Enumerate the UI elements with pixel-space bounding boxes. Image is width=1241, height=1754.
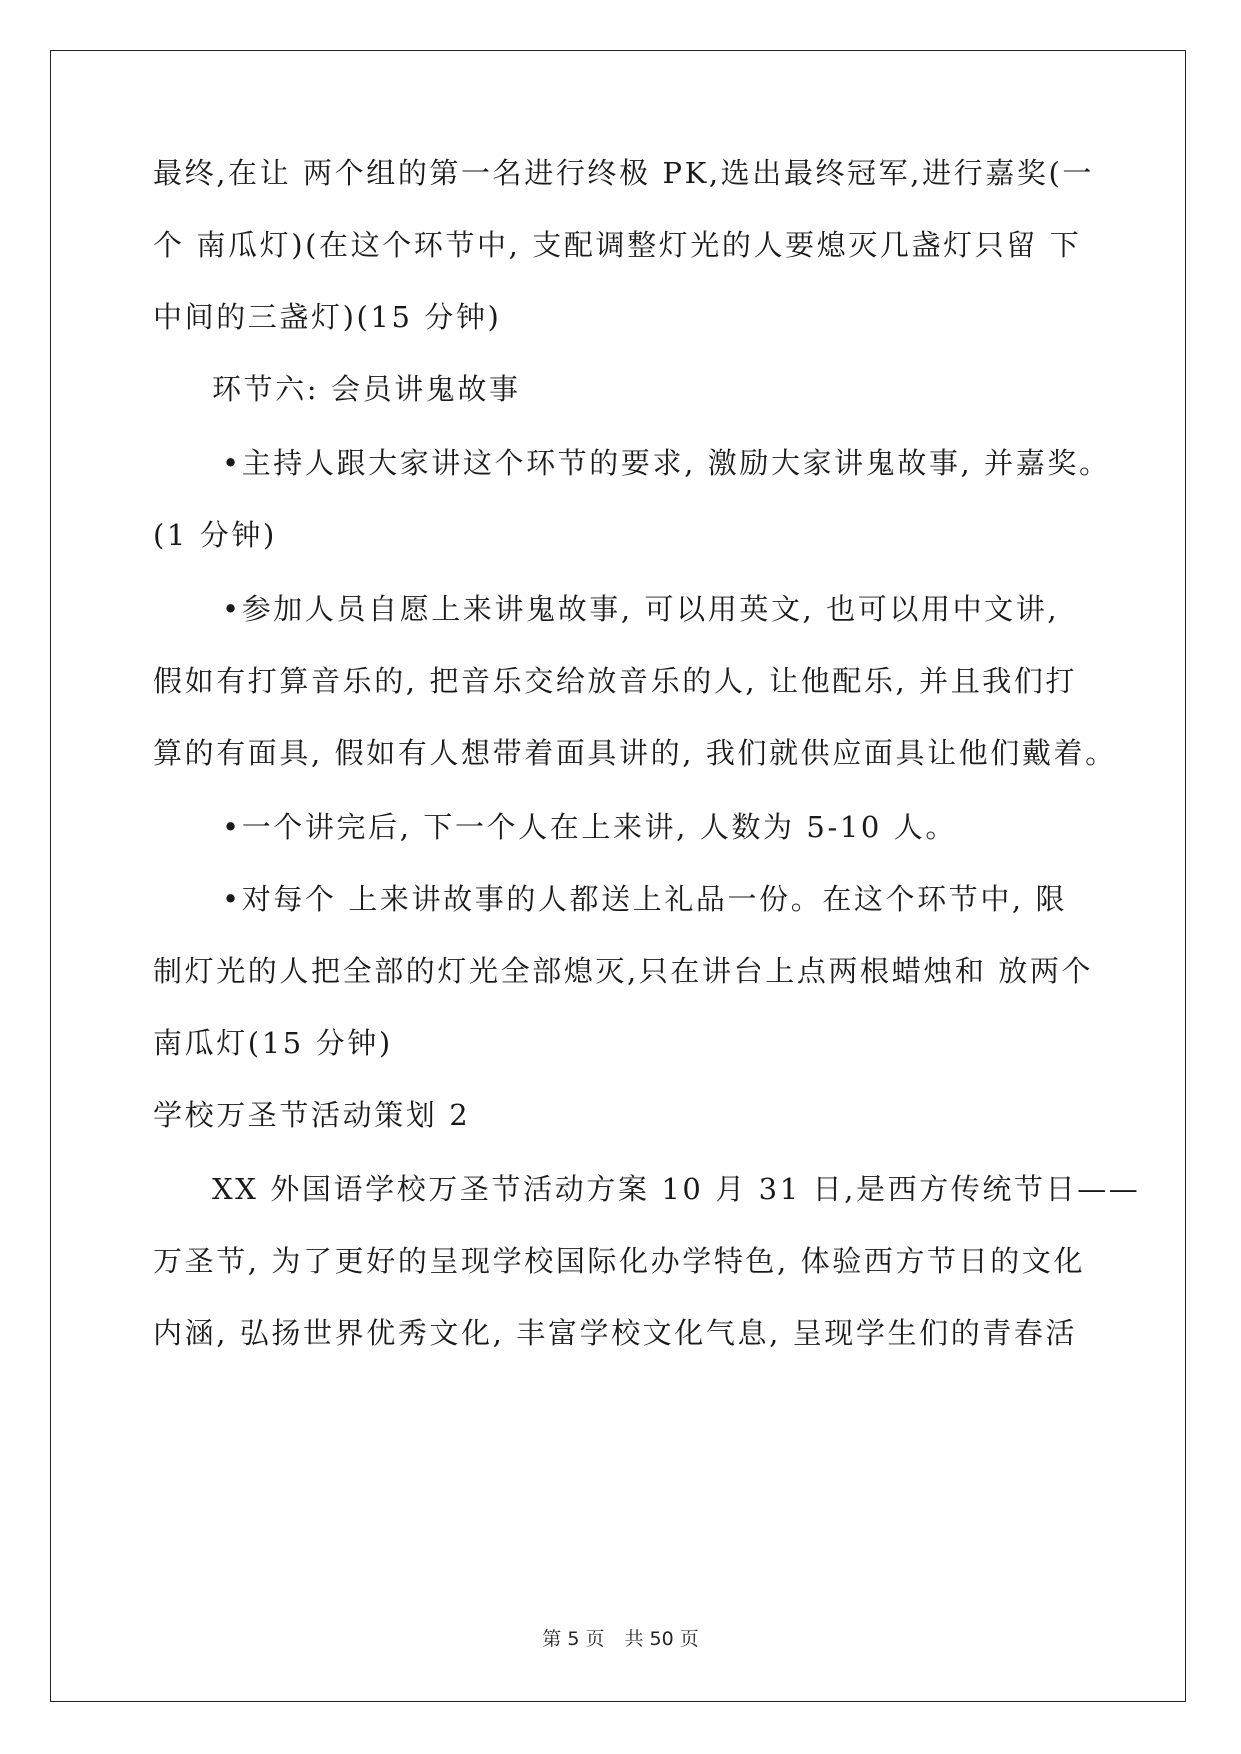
section-heading-six: 环节六: 会员讲鬼故事 — [212, 372, 521, 406]
text-line-12: 制灯光的人把全部的灯光全部熄灭,只在讲台上点两根蜡烛和 放两个 — [153, 954, 1094, 988]
text-line-9: 算的有面具, 假如有人想带着面具讲的, 我们就供应面具让他们戴着。 — [153, 736, 1117, 770]
bullet-line-1: •主持人跟大家讲这个环节的要求, 激励大家讲鬼故事, 并嘉奖。 — [222, 446, 1111, 480]
section-title-2: 学校万圣节活动策划 2 — [153, 1098, 471, 1132]
text-line-1: 最终,在让 两个组的第一名进行终极 PK,选出最终冠军,进行嘉奖(一 — [153, 156, 1094, 190]
bullet-line-2: •参加人员自愿上来讲鬼故事, 可以用英文, 也可以用中文讲, — [222, 592, 1060, 626]
text-line-8: 假如有打算音乐的, 把音乐交给放音乐的人, 让他配乐, 并且我们打 — [153, 664, 1078, 698]
page-footer — [0, 1624, 1241, 1651]
page-total: 共 50 页 — [624, 1628, 699, 1650]
text-line-15: XX 外国语学校万圣节活动方案 10 月 31 日,是西方传统节日—— — [212, 1172, 1141, 1206]
text-line-2: 个 南瓜灯)(在这个环节中, 支配调整灯光的人要熄灭几盏灯只留 下 — [153, 228, 1082, 262]
text-line-13: 南瓜灯(15 分钟) — [153, 1026, 393, 1060]
text-line-17: 内涵, 弘扬世界优秀文化, 丰富学校文化气息, 呈现学生们的青春活 — [153, 1316, 1078, 1350]
text-line-16: 万圣节, 为了更好的呈现学校国际化办学特色, 体验西方节日的文化 — [153, 1244, 1086, 1278]
text-line-3: 中间的三盏灯)(15 分钟) — [153, 300, 502, 334]
text-line-6: (1 分钟) — [153, 518, 277, 552]
bullet-line-3: •一个讲完后, 下一个人在上来讲, 人数为 5-10 人。 — [222, 810, 957, 844]
page-number: 第 5 页 — [542, 1628, 605, 1650]
bullet-line-4: •对每个 上来讲故事的人都送上礼品一份。在这个环节中, 限 — [222, 882, 1068, 916]
